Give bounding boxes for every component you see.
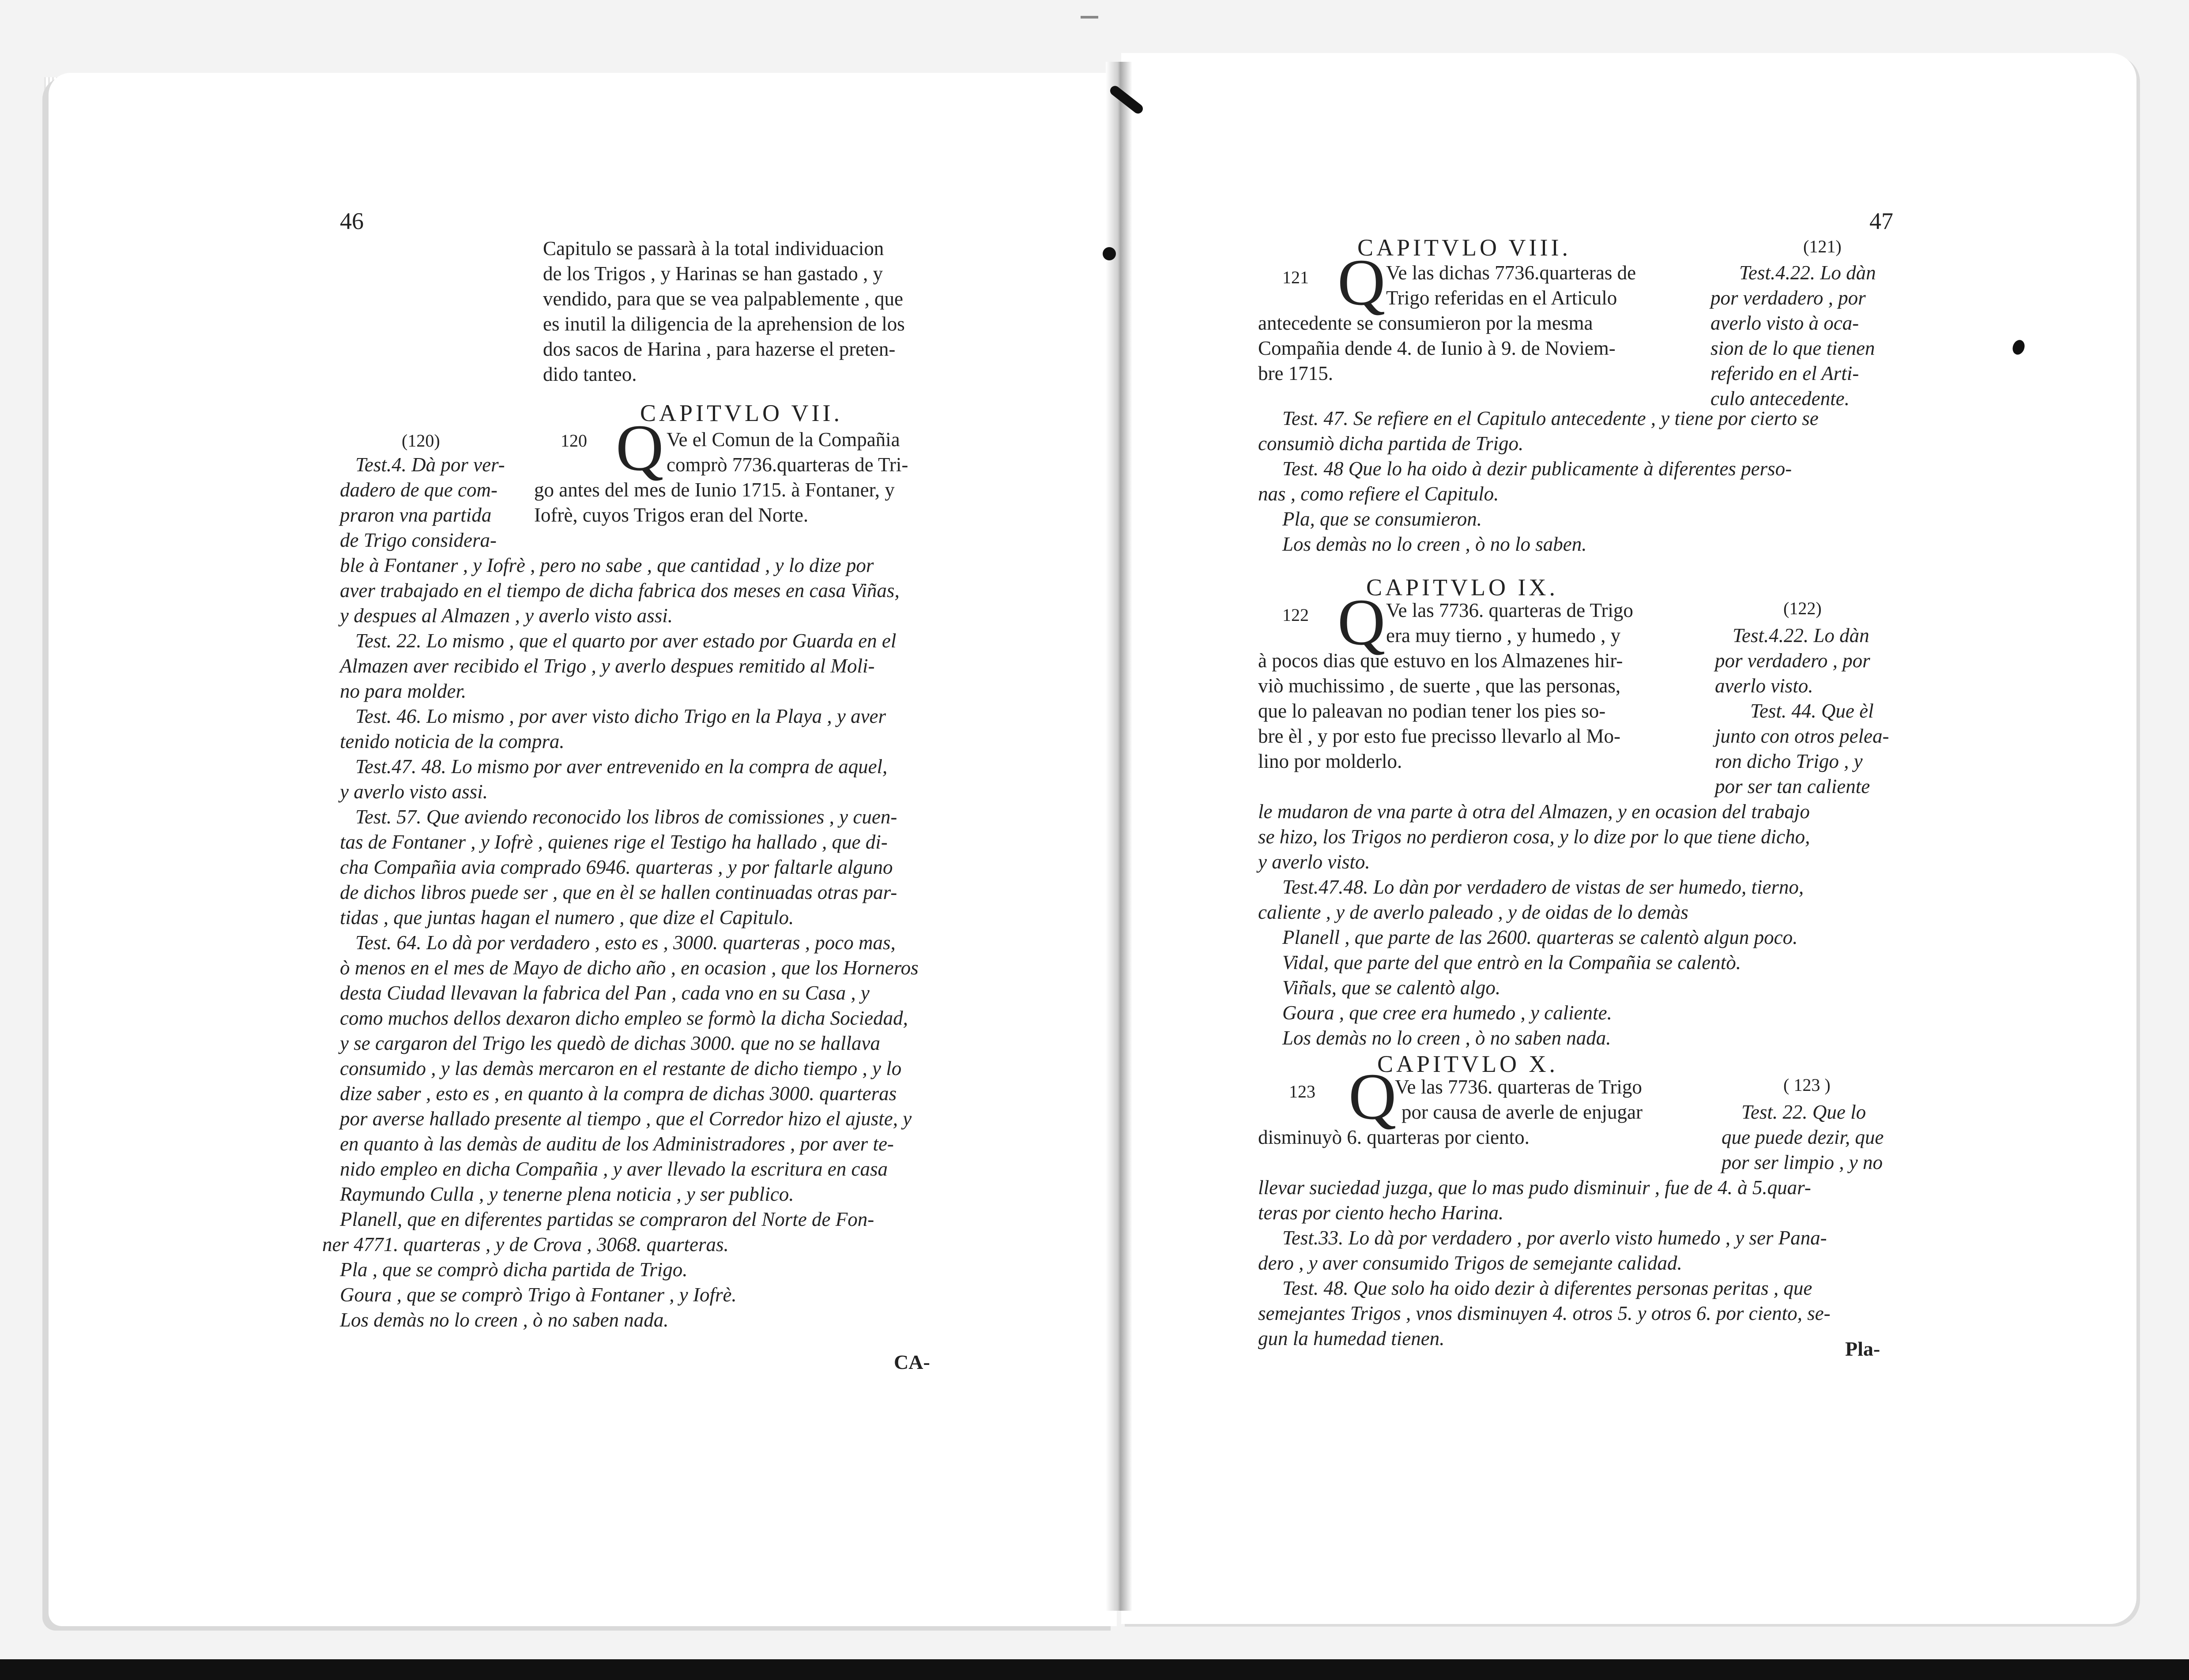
- text-line: Los demàs no lo creen , ò no saben nada.: [340, 1309, 669, 1331]
- text-line: Pla , que se comprò dicha partida de Trigo.: [340, 1259, 688, 1281]
- text-line: Trigo referidas en el Articulo: [1386, 287, 1617, 309]
- text-line: Test.33. Lo dà por verdadero , por averlo visto humedo , y ser Pana-: [1282, 1227, 1827, 1249]
- text-line: Compañia dende 4. de Iunio à 9. de Noviem-: [1258, 337, 1616, 359]
- side-note: averlo visto à oca-: [1711, 312, 1859, 334]
- text-line: y se cargaron del Trigo les quedò de dichas 3000. que no se hallava: [340, 1032, 881, 1054]
- scan-border: [0, 1659, 2189, 1680]
- text-line: Test.47. 48. Lo mismo por aver entrevenido en la compra de aquel,: [355, 755, 888, 778]
- side-note: averlo visto.: [1715, 675, 1813, 697]
- text-line: es inutil la diligencia de la aprehension de los: [543, 313, 905, 335]
- text-line: dos sacos de Harina , para hazerse el preten-: [543, 338, 896, 360]
- text-line: por averse hallado presente al tiempo , que el Corredor hizo el ajuste, y: [340, 1108, 912, 1130]
- top-mark: [1081, 16, 1098, 19]
- text-line: ò menos en el mes de Mayo de dicho año , en ocasion , que los Horneros: [340, 957, 919, 979]
- side-note: Test. 22. Que lo: [1741, 1101, 1866, 1123]
- text-line: dize saber , esto es , en quanto à la compra de dichas 3000. quarteras: [340, 1082, 897, 1105]
- article-number: 121: [1282, 267, 1309, 287]
- side-note: dadero de que com-: [340, 479, 497, 501]
- text-line: bre èl , y por esto fue precisso llevarlo al Mo-: [1258, 725, 1620, 747]
- text-line: y despues al Almazen , y averlo visto assi.: [340, 605, 673, 627]
- text-line: aver trabajado en el tiempo de dicha fabrica dos meses en casa Viñas,: [340, 579, 900, 601]
- side-note: por verdadero , por: [1715, 650, 1870, 672]
- text-line: como muchos dellos dexaron dicho empleo se formò la dicha Sociedad,: [340, 1007, 908, 1029]
- text-line: viò muchissimo , de suerte , que las personas,: [1258, 675, 1621, 697]
- text-line: gun la humedad tienen.: [1258, 1327, 1445, 1349]
- text-line: tenido noticia de la compra.: [340, 730, 565, 752]
- side-note: Test.4. Dà por ver-: [355, 454, 505, 476]
- text-line: à pocos dias que estuvo en los Almazenes hir-: [1258, 650, 1623, 672]
- text-line: lino por molderlo.: [1258, 750, 1402, 772]
- text-line: de dichos libros puede ser , que en èl se hallen continuadas otras par-: [340, 881, 897, 903]
- text-line: desta Ciudad llevavan la fabrica del Pan , cada vno en su Casa , y: [340, 982, 870, 1004]
- text-line: y averlo visto.: [1258, 851, 1370, 873]
- text-line: tidas , que juntas hagan el numero , que dize el Capitulo.: [340, 906, 794, 928]
- catchword: CA-: [894, 1351, 930, 1373]
- text-line: bre 1715.: [1258, 362, 1333, 384]
- text-line: Planell, que en diferentes partidas se compraron del Norte de Fon-: [340, 1208, 874, 1230]
- text-line: teras por ciento hecho Harina.: [1258, 1202, 1504, 1224]
- text-line: disminuyò 6. quarteras por ciento.: [1258, 1126, 1530, 1148]
- drop-cap: Q: [1349, 1060, 1397, 1133]
- side-note: praron vna partida: [340, 504, 492, 526]
- side-note: por verdadero , por: [1711, 287, 1866, 309]
- article-number: 122: [1282, 605, 1309, 625]
- text-line: Test. 48 Que lo ha oido à dezir publicamente à diferentes perso-: [1282, 458, 1792, 480]
- page-number: 47: [1869, 208, 1893, 234]
- side-note: referido en el Arti-: [1711, 362, 1859, 384]
- text-line: Los demàs no lo creen , ò no lo saben.: [1282, 533, 1587, 555]
- side-note: culo antecedente.: [1711, 387, 1850, 410]
- text-line: Capitulo se passarà à la total individuacion: [543, 237, 884, 259]
- text-line: vendido, para que se vea palpablemente , que: [543, 288, 903, 310]
- text-line: caliente , y de averlo paleado , y de oidas de lo demàs: [1258, 901, 1688, 923]
- drop-cap: Q: [1338, 586, 1386, 659]
- text-line: por causa de averle de enjugar: [1402, 1101, 1643, 1123]
- side-number: ( 123 ): [1783, 1075, 1831, 1095]
- text-line: Test. 46. Lo mismo , por aver visto dicho Trigo en la Playa , y aver: [355, 705, 886, 727]
- text-line: Ve las dichas 7736.quarteras de: [1386, 262, 1636, 284]
- text-line: tas de Fontaner , y Iofrè , quienes rige el Testigo ha hallado , que di-: [340, 831, 888, 853]
- article-number: 123: [1289, 1082, 1315, 1101]
- side-number: (122): [1783, 598, 1822, 618]
- text-line: Vidal, que parte del que entrò en la Compañia se calentò.: [1282, 951, 1741, 973]
- side-note: que puede dezir, que: [1722, 1126, 1884, 1148]
- text-line: Test. 57. Que aviendo reconocido los libros de comissiones , y cuen-: [355, 806, 897, 828]
- text-line: Viñals, que se calentò algo.: [1282, 977, 1501, 999]
- text-line: Test. 47. Se refiere en el Capitulo antecedente , y tiene por cierto se: [1282, 407, 1819, 429]
- chapter-heading: CAPITVLO X.: [1377, 1051, 1558, 1077]
- side-number: (120): [402, 431, 440, 451]
- text-line: go antes del mes de Iunio 1715. à Fontaner, y: [534, 479, 895, 501]
- text-line: Planell , que parte de las 2600. quarteras se calentò algun poco.: [1282, 926, 1798, 948]
- chapter-heading: CAPITVLO VIII.: [1357, 234, 1571, 261]
- text-line: Test. 64. Lo dà por verdadero , esto es , 3000. quarteras , poco mas,: [355, 932, 896, 954]
- text-line: que lo paleavan no podian tener los pies so-: [1258, 700, 1606, 722]
- chapter-heading: CAPITVLO VII.: [640, 400, 843, 426]
- text-line: Iofrè, cuyos Trigos eran del Norte.: [534, 504, 809, 526]
- text-line: dero , y aver consumido Trigos de semejante calidad.: [1258, 1252, 1682, 1274]
- text-line: comprò 7736.quarteras de Tri-: [667, 454, 908, 476]
- chapter-heading: CAPITVLO IX.: [1366, 574, 1558, 601]
- text-line: de los Trigos , y Harinas se han gastado , y: [543, 263, 883, 285]
- text-line: antecedente se consumieron por la mesma: [1258, 312, 1593, 334]
- side-note: junto con otros pelea-: [1715, 725, 1889, 747]
- text-line: Ve el Comun de la Compañia: [667, 428, 900, 451]
- drop-cap: Q: [616, 411, 664, 485]
- side-note: Test.4.22. Lo dàn: [1733, 624, 1869, 646]
- side-note: Test.4.22. Lo dàn: [1739, 262, 1876, 284]
- page-number: 46: [340, 208, 364, 234]
- text-line: le mudaron de vna parte à otra del Almazen, y en ocasion del trabajo: [1258, 801, 1810, 823]
- article-number: 120: [561, 431, 587, 451]
- side-note: sion de lo que tienen: [1711, 337, 1875, 359]
- text-line: Los demàs no lo creen , ò no saben nada.: [1282, 1027, 1611, 1049]
- text-line: nas , como refiere el Capitulo.: [1258, 483, 1499, 505]
- text-line: se hizo, los Trigos no perdieron cosa, y lo dize por lo que tiene dicho,: [1258, 826, 1810, 848]
- side-note: por ser tan caliente: [1715, 775, 1870, 797]
- text-line: y averlo visto assi.: [340, 781, 488, 803]
- text-line: era muy tierno , y humedo , y: [1386, 624, 1621, 646]
- text-line: Goura , que cree era humedo , y caliente.: [1282, 1002, 1612, 1024]
- text-line: Raymundo Culla , y tenerne plena noticia , y ser publico.: [340, 1183, 794, 1205]
- text-line: ble à Fontaner , y Iofrè , pero no sabe , que cantidad , y lo dize por: [340, 554, 874, 576]
- text-line: Ve las 7736. quarteras de Trigo: [1395, 1076, 1642, 1098]
- side-note: por ser limpio , y no: [1722, 1151, 1883, 1173]
- book-gutter: [1106, 62, 1132, 1611]
- text-line: Test.47.48. Lo dàn por verdadero de vistas de ser humedo, tierno,: [1282, 876, 1804, 898]
- side-note: Test. 44. Que èl: [1750, 700, 1874, 722]
- text-line: Test. 22. Lo mismo , que el quarto por aver estado por Guarda en el: [355, 630, 897, 652]
- text-line: dido tanteo.: [543, 363, 637, 385]
- catchword: Pla-: [1845, 1338, 1880, 1360]
- side-note: de Trigo considera-: [340, 529, 497, 551]
- text-line: Goura , que se comprò Trigo à Fontaner , y Iofrè.: [340, 1284, 737, 1306]
- text-line: cha Compañia avia comprado 6946. quarteras , y por faltarle alguno: [340, 856, 893, 878]
- text-line: Pla, que se consumieron.: [1282, 508, 1482, 530]
- ink-spot: [1103, 247, 1116, 260]
- text-line: semejantes Trigos , vnos disminuyen 4. otros 5. y otros 6. por ciento, se-: [1258, 1302, 1831, 1324]
- text-line: consumido , y las demàs mercaron en el restante de dicho tiempo , y lo: [340, 1057, 902, 1079]
- text-line: no para molder.: [340, 680, 467, 702]
- text-line: ner 4771. quarteras , y de Crova , 3068. quarteras.: [322, 1233, 729, 1255]
- drop-cap: Q: [1338, 246, 1386, 319]
- text-line: Ve las 7736. quarteras de Trigo: [1386, 599, 1633, 621]
- text-line: en quanto à las demàs de auditu de los Administradores , por aver te-: [340, 1133, 894, 1155]
- text-line: Test. 48. Que solo ha oido dezir à diferentes personas peritas , que: [1282, 1277, 1812, 1299]
- side-number: (121): [1803, 237, 1842, 256]
- side-note: ron dicho Trigo , y: [1715, 750, 1863, 772]
- text-line: nido empleo en dicha Compañia , y aver llevado la escritura en casa: [340, 1158, 888, 1180]
- text-line: Almazen aver recibido el Trigo , y averlo despues remitido al Moli-: [340, 655, 875, 677]
- text-line: llevar suciedad juzga, que lo mas pudo disminuir , fue de 4. à 5.quar-: [1258, 1176, 1811, 1199]
- text-line: consumiò dicha partida de Trigo.: [1258, 432, 1524, 455]
